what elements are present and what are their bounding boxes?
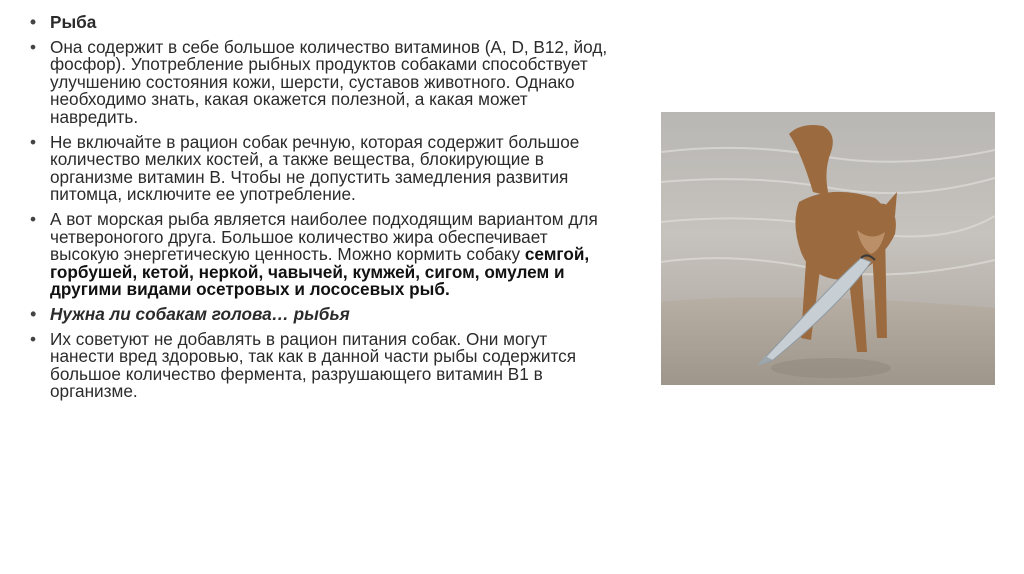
bullet-sea-fish bbox=[28, 208, 608, 300]
dog-with-fish-photo bbox=[661, 112, 995, 385]
bullet-sea-fish-bold: семгой, горбушей, кетой, неркой, чавычей, кумжей, сигом, омулем и другими видами осетровых и лососевых рыб. bbox=[50, 244, 590, 300]
slide-title: • Рыба bbox=[28, 14, 608, 32]
bullet-sea-fish-plain: А вот морская рыба является наиболее подходящим вариантом для четвероногого друга. Большое количество жира обеспечивает высокую энергетическую ценность. Можно кормить собаку bbox=[50, 208, 598, 265]
bullet-list bbox=[28, 14, 608, 408]
bullet-vitamins: • Она содержит в себе большое количество витаминов (A, D, B12, йод, фосфор). Употребление рыбных продуктов собаками способствует улучшению состояния кожи, шерсти, суставов животного. Однако необходимо знать, какая окажется полезной, а какая может навредить. bbox=[28, 39, 608, 127]
bullet-fish-head-answer: • Их советуют не добавлять в рацион питания собак. Они могут нанести вред здоровью, так как в данной части рыбы содержится большое количество фермента, разрушающего витамин B1 в организме. bbox=[28, 331, 608, 401]
bullet-river-fish: • Не включайте в рацион собак речную, которая содержит большое количество мелких костей, а также вещества, блокирующие в организме витамин B. Чтобы не допустить замедления развития питомца, исключите ее употребление. bbox=[28, 134, 608, 204]
bullet-fish-head-question: • Нужна ли собакам голова… рыбья bbox=[28, 306, 608, 324]
